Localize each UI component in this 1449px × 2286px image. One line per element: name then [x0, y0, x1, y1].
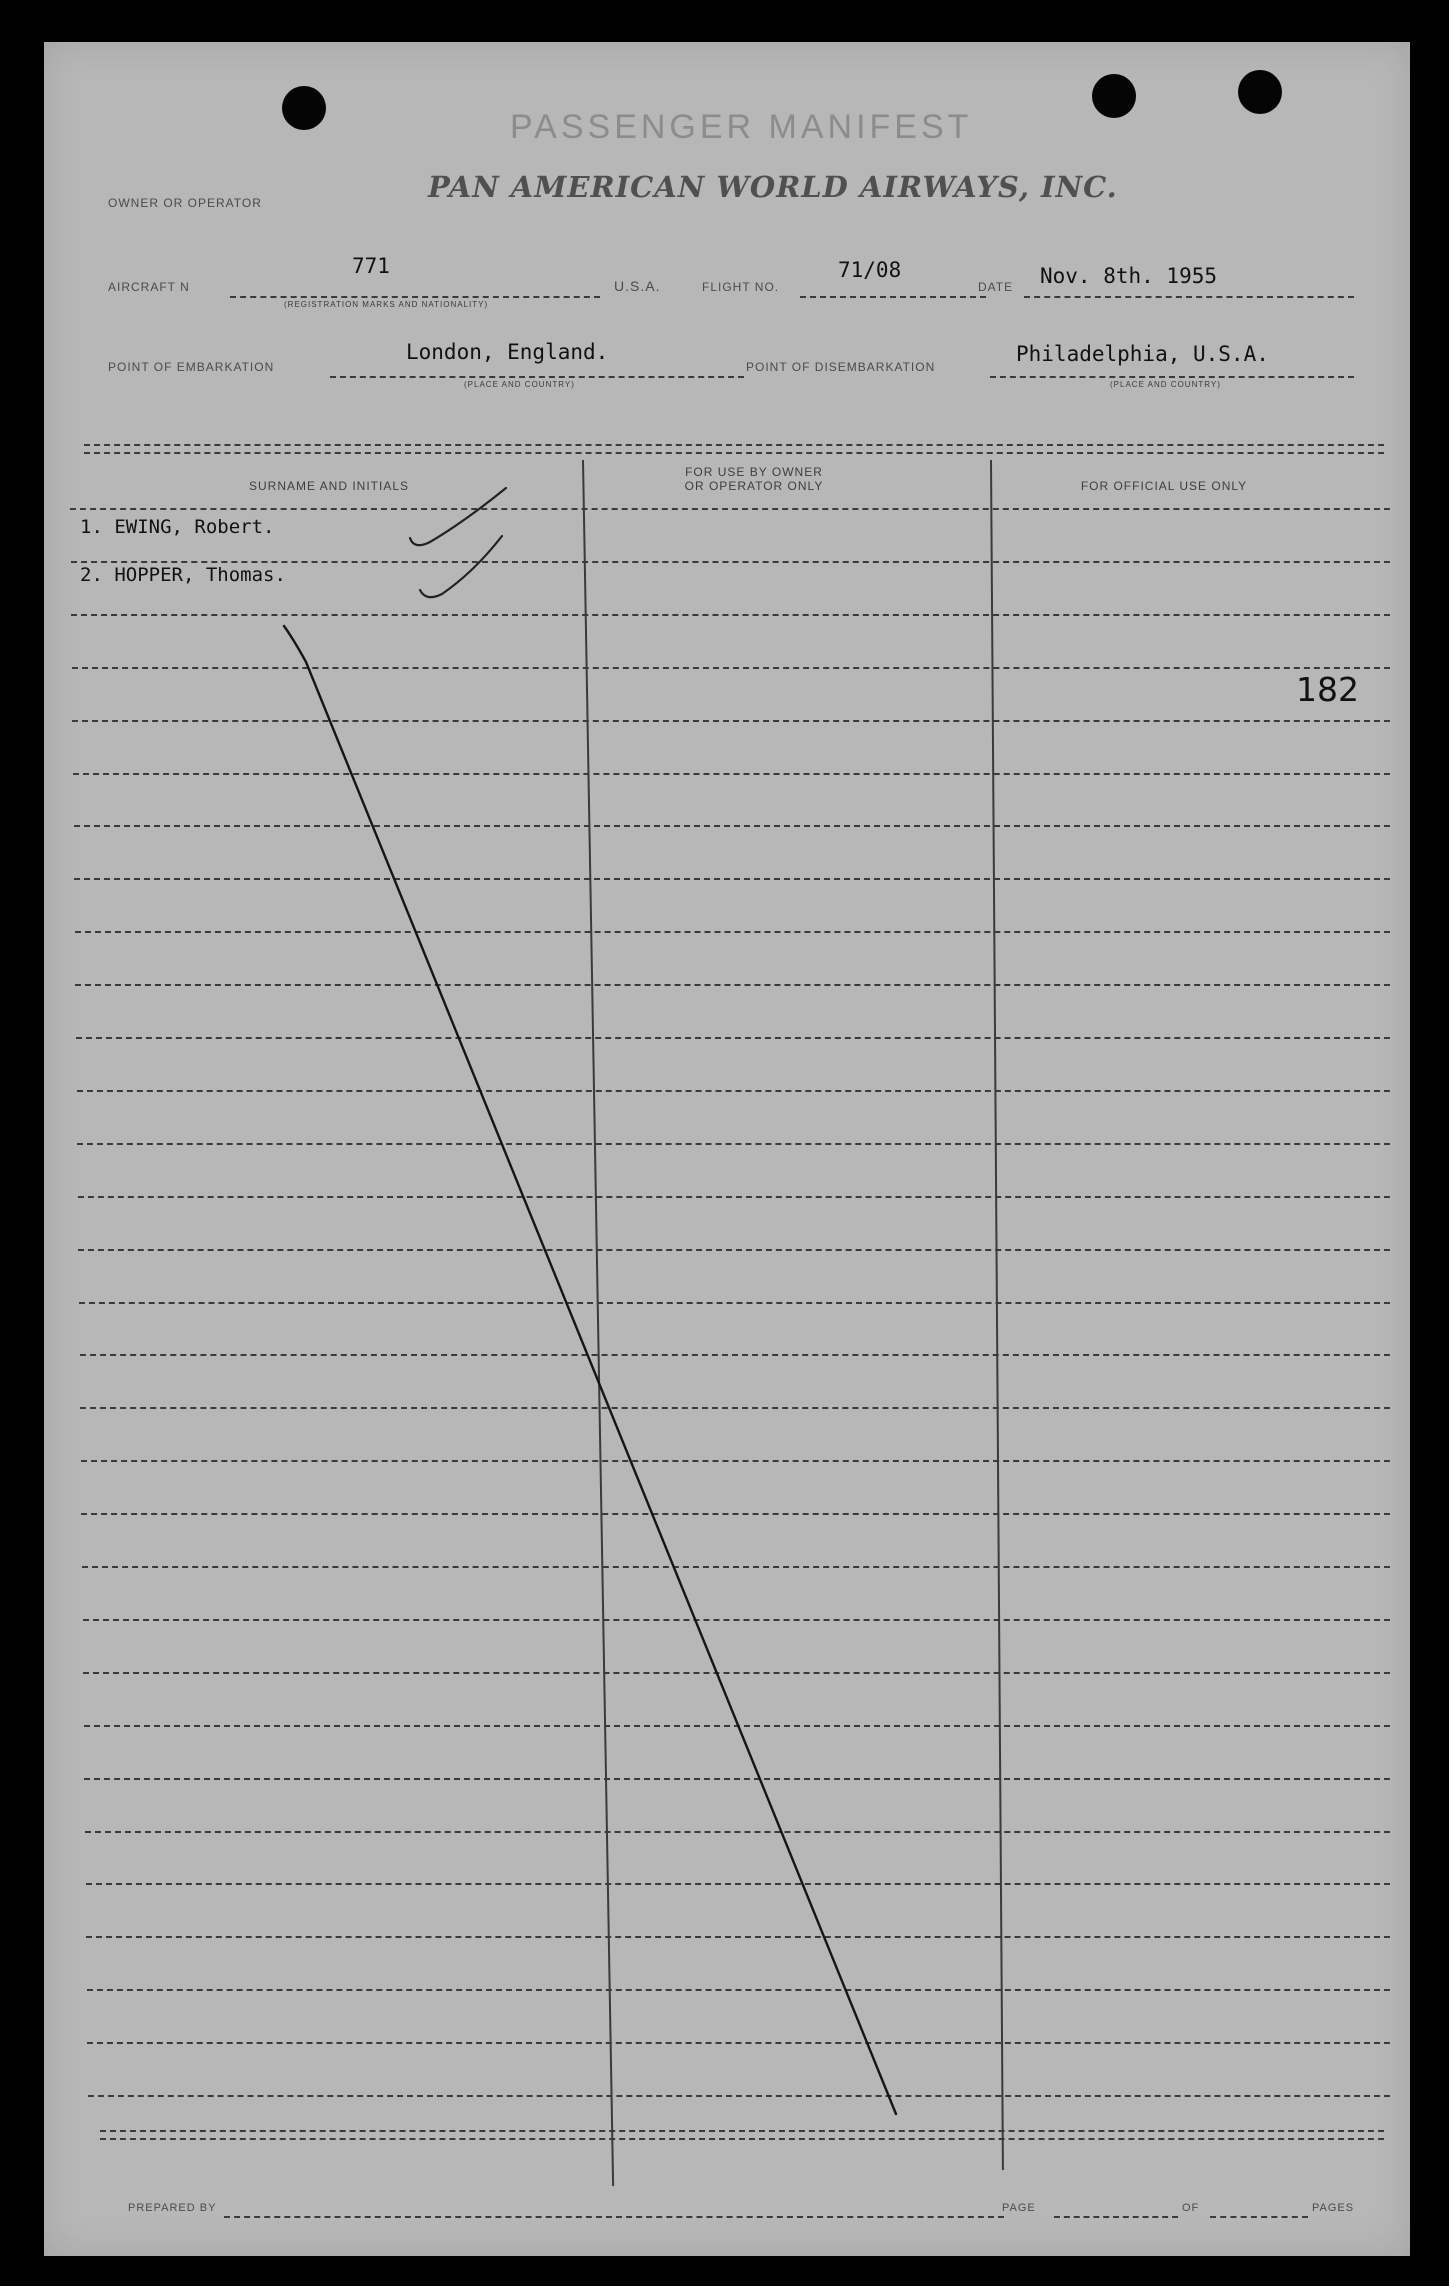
cancellation-stroke [284, 626, 896, 2114]
pages-label: PAGES [1312, 2202, 1355, 2214]
date-value: Nov. 8th. 1955 [1040, 264, 1218, 288]
aircraft-label: AIRCRAFT N [108, 280, 190, 294]
header-surname: SURNAME AND INITIALS [248, 479, 410, 493]
embarkation-value: London, England. [406, 340, 609, 364]
form-title: PASSENGER MANIFEST [510, 108, 973, 146]
disembarkation-value: Philadelphia, U.S.A. [1016, 342, 1269, 366]
owner-label: OWNER OR OPERATOR [108, 196, 262, 210]
embarkation-caption: (PLACE AND COUNTRY) [464, 380, 575, 389]
flight-label: FLIGHT NO. [702, 280, 780, 294]
owner-value: PAN AMERICAN WORLD AIRWAYS, INC. [428, 170, 1118, 204]
aircraft-value: 771 [352, 254, 390, 278]
manifest-sheet [44, 42, 1410, 2256]
passenger-row-1: 1. EWING, Robert. [80, 516, 275, 538]
registration-caption: (REGISTRATION MARKS AND NATIONALITY) [284, 300, 489, 309]
header-owner-use-1: FOR USE BY OWNER [685, 465, 823, 479]
disembarkation-label: POINT OF DISEMBARKATION [746, 360, 936, 374]
checkmark-2 [420, 536, 502, 597]
handwriting-overlay [44, 42, 1410, 2256]
checkmark-1 [410, 488, 506, 545]
usa-label: U.S.A. [614, 278, 661, 294]
flight-value: 71/08 [838, 258, 902, 282]
stamp-number: 182 [1296, 670, 1359, 709]
date-label: DATE [978, 280, 1014, 294]
passenger-row-2: 2. HOPPER, Thomas. [80, 564, 286, 586]
page-label: PAGE [1002, 2202, 1036, 2214]
prepared-label: PREPARED BY [128, 2202, 217, 2214]
disembarkation-caption: (PLACE AND COUNTRY) [1110, 380, 1221, 389]
embarkation-label: POINT OF EMBARKATION [108, 360, 275, 374]
header-owner-use-2: OR OPERATOR ONLY [684, 479, 824, 493]
of-label: OF [1182, 2202, 1200, 2214]
header-official-use: FOR OFFICIAL USE ONLY [1080, 479, 1248, 493]
